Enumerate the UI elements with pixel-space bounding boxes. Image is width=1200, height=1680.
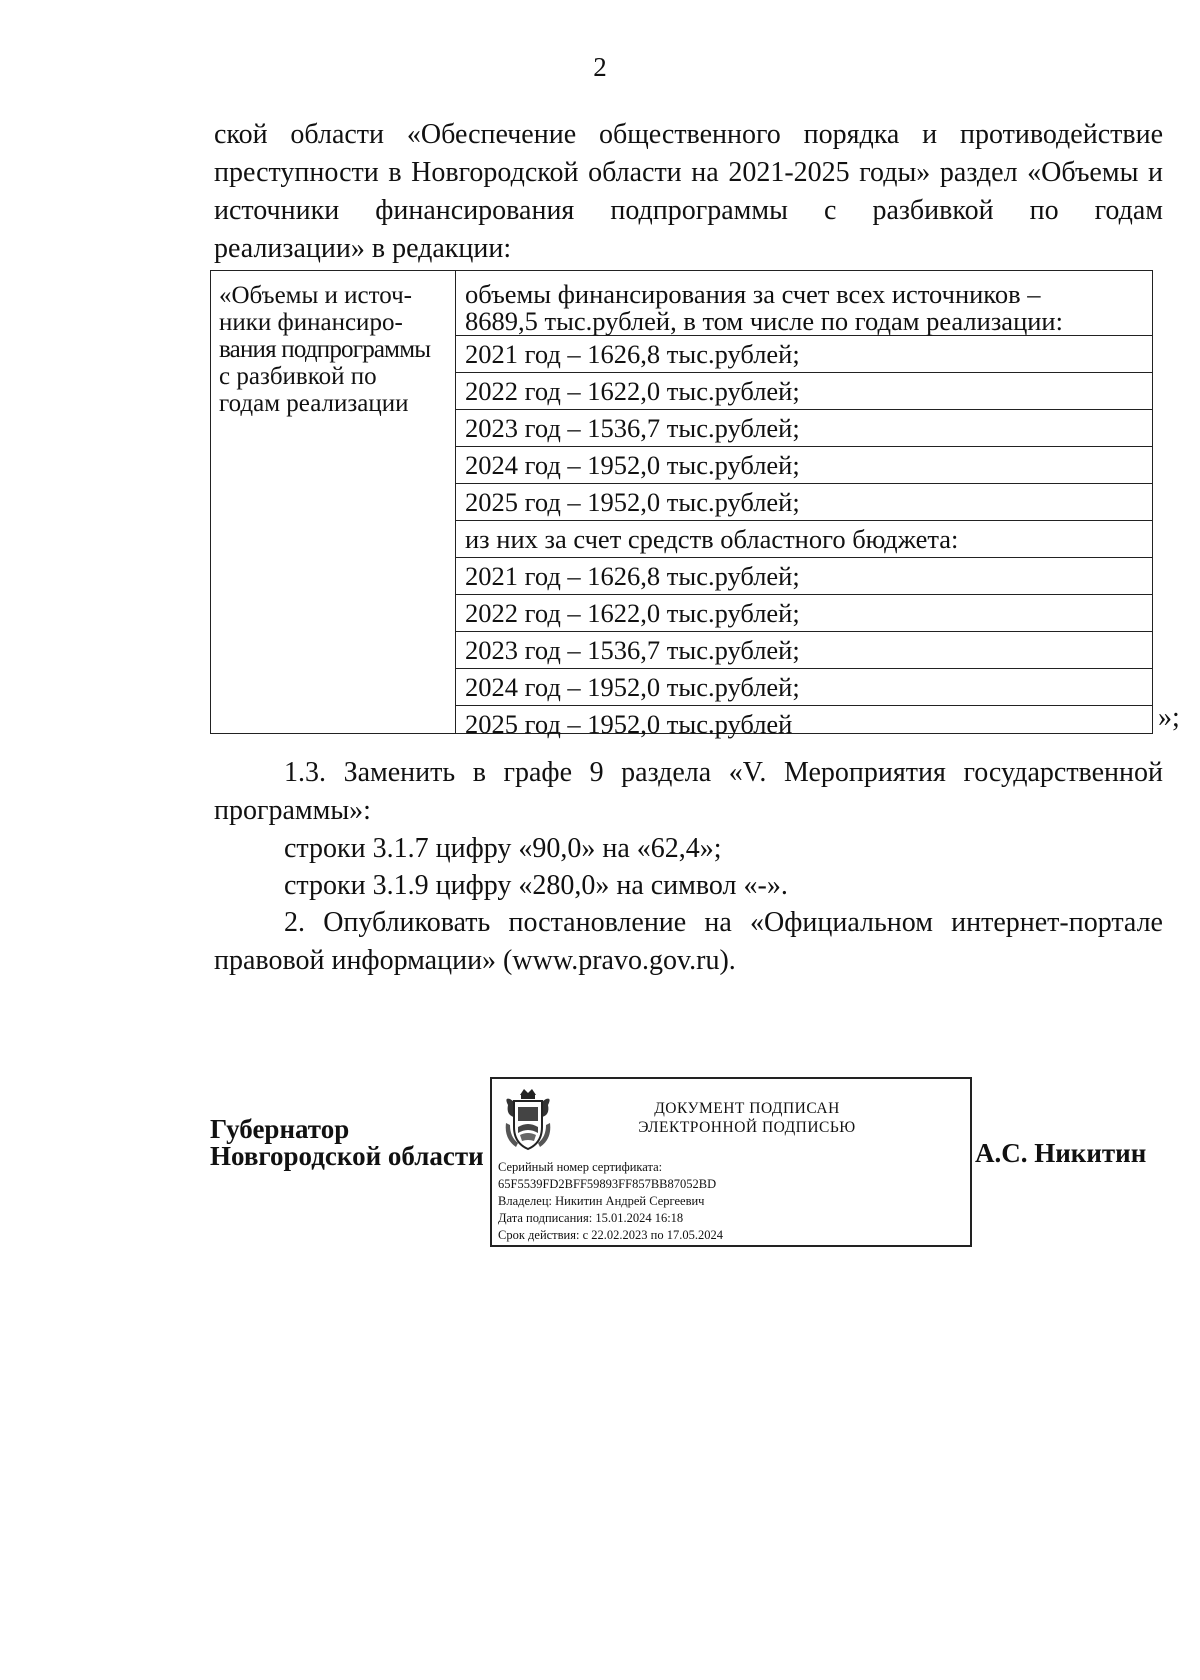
table-row: 2023 год – 1536,7 тыс.рублей; (456, 409, 1152, 446)
financing-table (210, 270, 1153, 739)
paragraph-line-3-1-9: строки 3.1.9 цифру «280,0» на символ «-». (284, 870, 788, 901)
table-row: 2021 год – 1626,8 тыс.рублей; (456, 557, 1152, 594)
intro-paragraph (214, 116, 1163, 268)
signatory-title-line-2: Новгородской области (210, 1141, 484, 1171)
intro-line-3: источники финансирования подпрограммы с разбивкой по годам (214, 195, 1163, 226)
signatory-title-line-1: Губернатор (210, 1114, 350, 1144)
cert-owner: Владелец: Никитин Андрей Сергеевич (498, 1194, 705, 1208)
stamp-heading-2: ЭЛЕКТРОННОЙ ПОДПИСЬЮ (638, 1119, 856, 1136)
table-row: 2025 год – 1952,0 тыс.рублей (456, 705, 1152, 742)
paragraph-line-3-1-7: строки 3.1.7 цифру «90,0» на «62,4»; (284, 833, 722, 864)
signed-date: Дата подписания: 15.01.2024 16:18 (498, 1211, 684, 1225)
table-left-cell (211, 271, 456, 733)
left-line: вания подпрограммы (219, 336, 431, 363)
left-line: с разбивкой по (219, 363, 377, 390)
left-line: ники финансиро- (219, 309, 403, 336)
stamp-info (498, 1159, 723, 1244)
table-row: 2024 год – 1952,0 тыс.рублей; (456, 446, 1152, 483)
table-row: 2025 год – 1952,0 тыс.рублей; (456, 483, 1152, 520)
coat-of-arms-icon (500, 1087, 556, 1155)
stamp-heading-1: ДОКУМЕНТ ПОДПИСАН (654, 1100, 840, 1117)
page-number: 2 (593, 52, 607, 82)
cert-number: 65F5539FD2BFF59893FF857BB87052BD (498, 1177, 717, 1191)
left-line: годам реализации (219, 390, 409, 417)
table-row: 2021 год – 1626,8 тыс.рублей; (456, 335, 1152, 372)
electronic-signature-stamp (490, 1077, 972, 1247)
table-header-line: 8689,5 тыс.рублей, в том числе по годам реализации: (465, 306, 1063, 336)
table-row: 2024 год – 1952,0 тыс.рублей; (456, 668, 1152, 705)
table-close-quote: »; (1158, 702, 1180, 733)
paragraph-1-3: 1.3. Заменить в графе 9 раздела «V. Мероприятия государственной программы»: (214, 757, 1163, 826)
cert-label: Серийный номер сертификата: (498, 1160, 663, 1174)
table-row: 2022 год – 1622,0 тыс.рублей; (456, 594, 1152, 631)
table-row: 2022 год – 1622,0 тыс.рублей; (456, 372, 1152, 409)
table-right-cell (456, 271, 1152, 739)
paragraph-2: 2. Опубликовать постановление на «Официальном интернет-портале правовой информации» (www.pravo.gov.ru). (214, 907, 1163, 976)
intro-line-1: ской области «Обеспечение общественного порядка и противодействие (214, 119, 1163, 150)
cert-validity: Срок действия: с 22.02.2023 по 17.05.2024 (498, 1228, 723, 1242)
intro-line-2: преступности в Новгородской области на 2021-2025 годы» раздел «Объемы и (214, 157, 1163, 188)
signatory-title (210, 1116, 484, 1170)
table-row: 2023 год – 1536,7 тыс.рублей; (456, 631, 1152, 668)
signer-name: А.С. Никитин (975, 1138, 1147, 1168)
left-line: «Объемы и источ- (219, 282, 412, 309)
table-header-line: объемы финансирования за счет всех источников – (465, 279, 1041, 309)
intro-line-4: реализации» в редакции: (214, 233, 512, 264)
table-row: из них за счет средств областного бюджета: (456, 520, 1152, 557)
